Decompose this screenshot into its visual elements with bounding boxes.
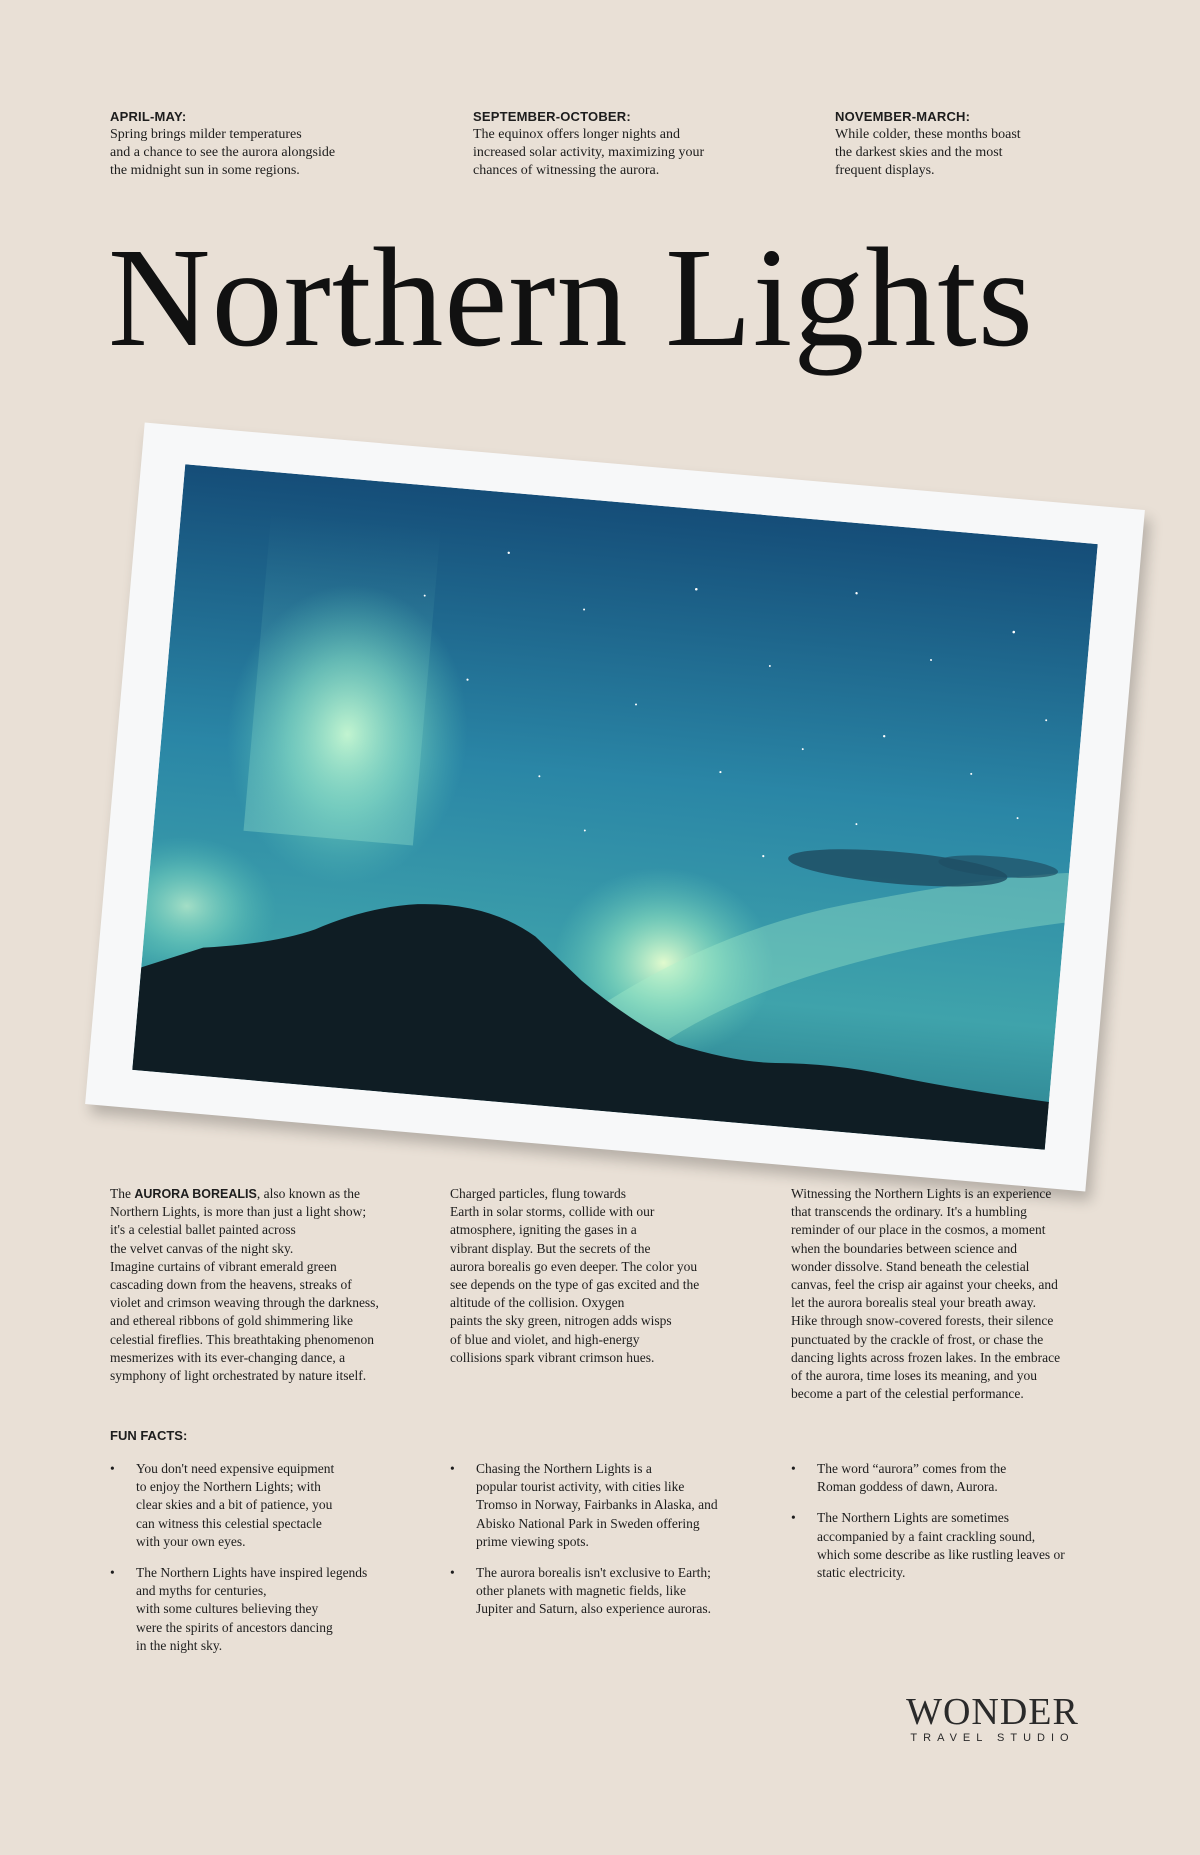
season-description: While colder, these months boast the darkest skies and the most frequent displays. — [835, 127, 1021, 178]
season-description: Spring brings milder temperatures and a chance to see the aurora alongside the midnight sun in some regions. — [110, 127, 336, 178]
season-september-october — [473, 108, 773, 180]
season-november-march — [835, 108, 1135, 180]
list-item — [791, 1460, 1101, 1496]
body-column-1 — [110, 1185, 415, 1385]
fact-text: The Northern Lights are sometimes accompanied by a faint crackling sound, which some describe as like rustling leaves or static electricity. — [817, 1510, 1065, 1581]
fact-text: The Northern Lights have inspired legends and myths for centuries, with some cultures believing they were the spirits of ancestors dancing in the night sky. — [136, 1565, 368, 1653]
body-column-2: Charged particles, flung towards Earth in solar storms, collide with our atmosphere, igniting the gases in a vibrant display. But the secrets of the aurora borealis go even deeper. The color you see depends on the type of gas excited and the altitude of the collision. Oxygen paints the sky green, nitrogen adds wisps of blue and violet, and high-energy collisions spark vibrant crimson hues. — [450, 1186, 700, 1365]
aurora-photo — [132, 464, 1098, 1150]
bullet-icon: • — [791, 1510, 796, 1526]
bullet-icon: • — [110, 1461, 115, 1476]
bullet-icon: • — [110, 1565, 115, 1581]
aurora-borealis-highlight: AURORA BOREALIS — [134, 1187, 257, 1201]
bullet-icon: • — [450, 1565, 455, 1581]
page-title: Northern Lights — [108, 218, 1035, 376]
body-column-3: Witnessing the Northern Lights is an experience that transcends the ordinary. It's a humbling reminder of our place in the cosmos, a moment when the boundaries between science and wonder dissolve. Stand beneath the celestial canvas, feel the crisp air against your cheeks, and let the aurora borealis steal your breath away. Hike through snow-covered forests, their silence punctuated by the crackle of frost, or chase the dancing lights across frozen lakes. In the embrace of the aurora, time loses its meaning, and you become a part of the celestial performance. — [791, 1186, 1061, 1402]
intro-text-rest: , also known as the Northern Lights, is more than just a light show; it's a celestial ballet painted across the velvet canvas of the night sky. Imagine curtains of vibrant emerald green cascading down from the heavens, streaks of violet and crimson weaving through the darkness, and ethereal ribbons of gold shimmering like celestial fireflies. This breathtaking phenomenon mesmerizes with its ever-changing dance, a symphony of light orchestrated by nature itself. — [110, 1186, 379, 1384]
wonder-logo — [890, 1692, 1095, 1744]
fact-text: The aurora borealis isn't exclusive to Earth; other planets with magnetic fields, like Jupiter and Saturn, also experience auroras. — [476, 1565, 712, 1617]
list-item — [110, 1460, 410, 1551]
fun-facts-column-2 — [450, 1460, 750, 1632]
fun-facts-column-1 — [110, 1460, 410, 1668]
fun-facts-column-3 — [791, 1460, 1101, 1595]
aurora-photo-frame — [85, 423, 1145, 1192]
fact-text: You don't need expensive equipment to enjoy the Northern Lights; with clear skies and a bit of patience, you can witness this celestial spectacle with your own eyes. — [136, 1461, 335, 1549]
intro-text: The — [110, 1186, 135, 1201]
list-item — [450, 1460, 750, 1551]
bullet-icon: • — [450, 1461, 455, 1476]
season-april-may — [110, 108, 410, 180]
season-description: The equinox offers longer nights and increased solar activity, maximizing your chances of witnessing the aurora. — [473, 127, 705, 178]
list-item — [791, 1509, 1101, 1582]
fact-text: The word “aurora” comes from the Roman goddess of dawn, Aurora. — [817, 1461, 1007, 1495]
list-item — [450, 1564, 750, 1619]
season-title: NOVEMBER-MARCH: — [835, 109, 971, 124]
brand-name: WONDER — [906, 1691, 1079, 1733]
fact-text: Chasing the Northern Lights is a popular tourist activity, with cities like Tromso in Norway, Fairbanks in Alaska, and Abisko National Park in Sweden offering prime viewing spots. — [476, 1461, 718, 1549]
bullet-icon: • — [791, 1461, 796, 1476]
list-item — [110, 1564, 410, 1655]
fun-facts-heading: FUN FACTS: — [110, 1428, 188, 1443]
season-title: SEPTEMBER-OCTOBER: — [473, 109, 631, 124]
brand-subtitle: TRAVEL STUDIO — [910, 1732, 1075, 1744]
season-title: APRIL-MAY: — [110, 109, 187, 124]
aurora-curtain-left — [244, 512, 441, 846]
